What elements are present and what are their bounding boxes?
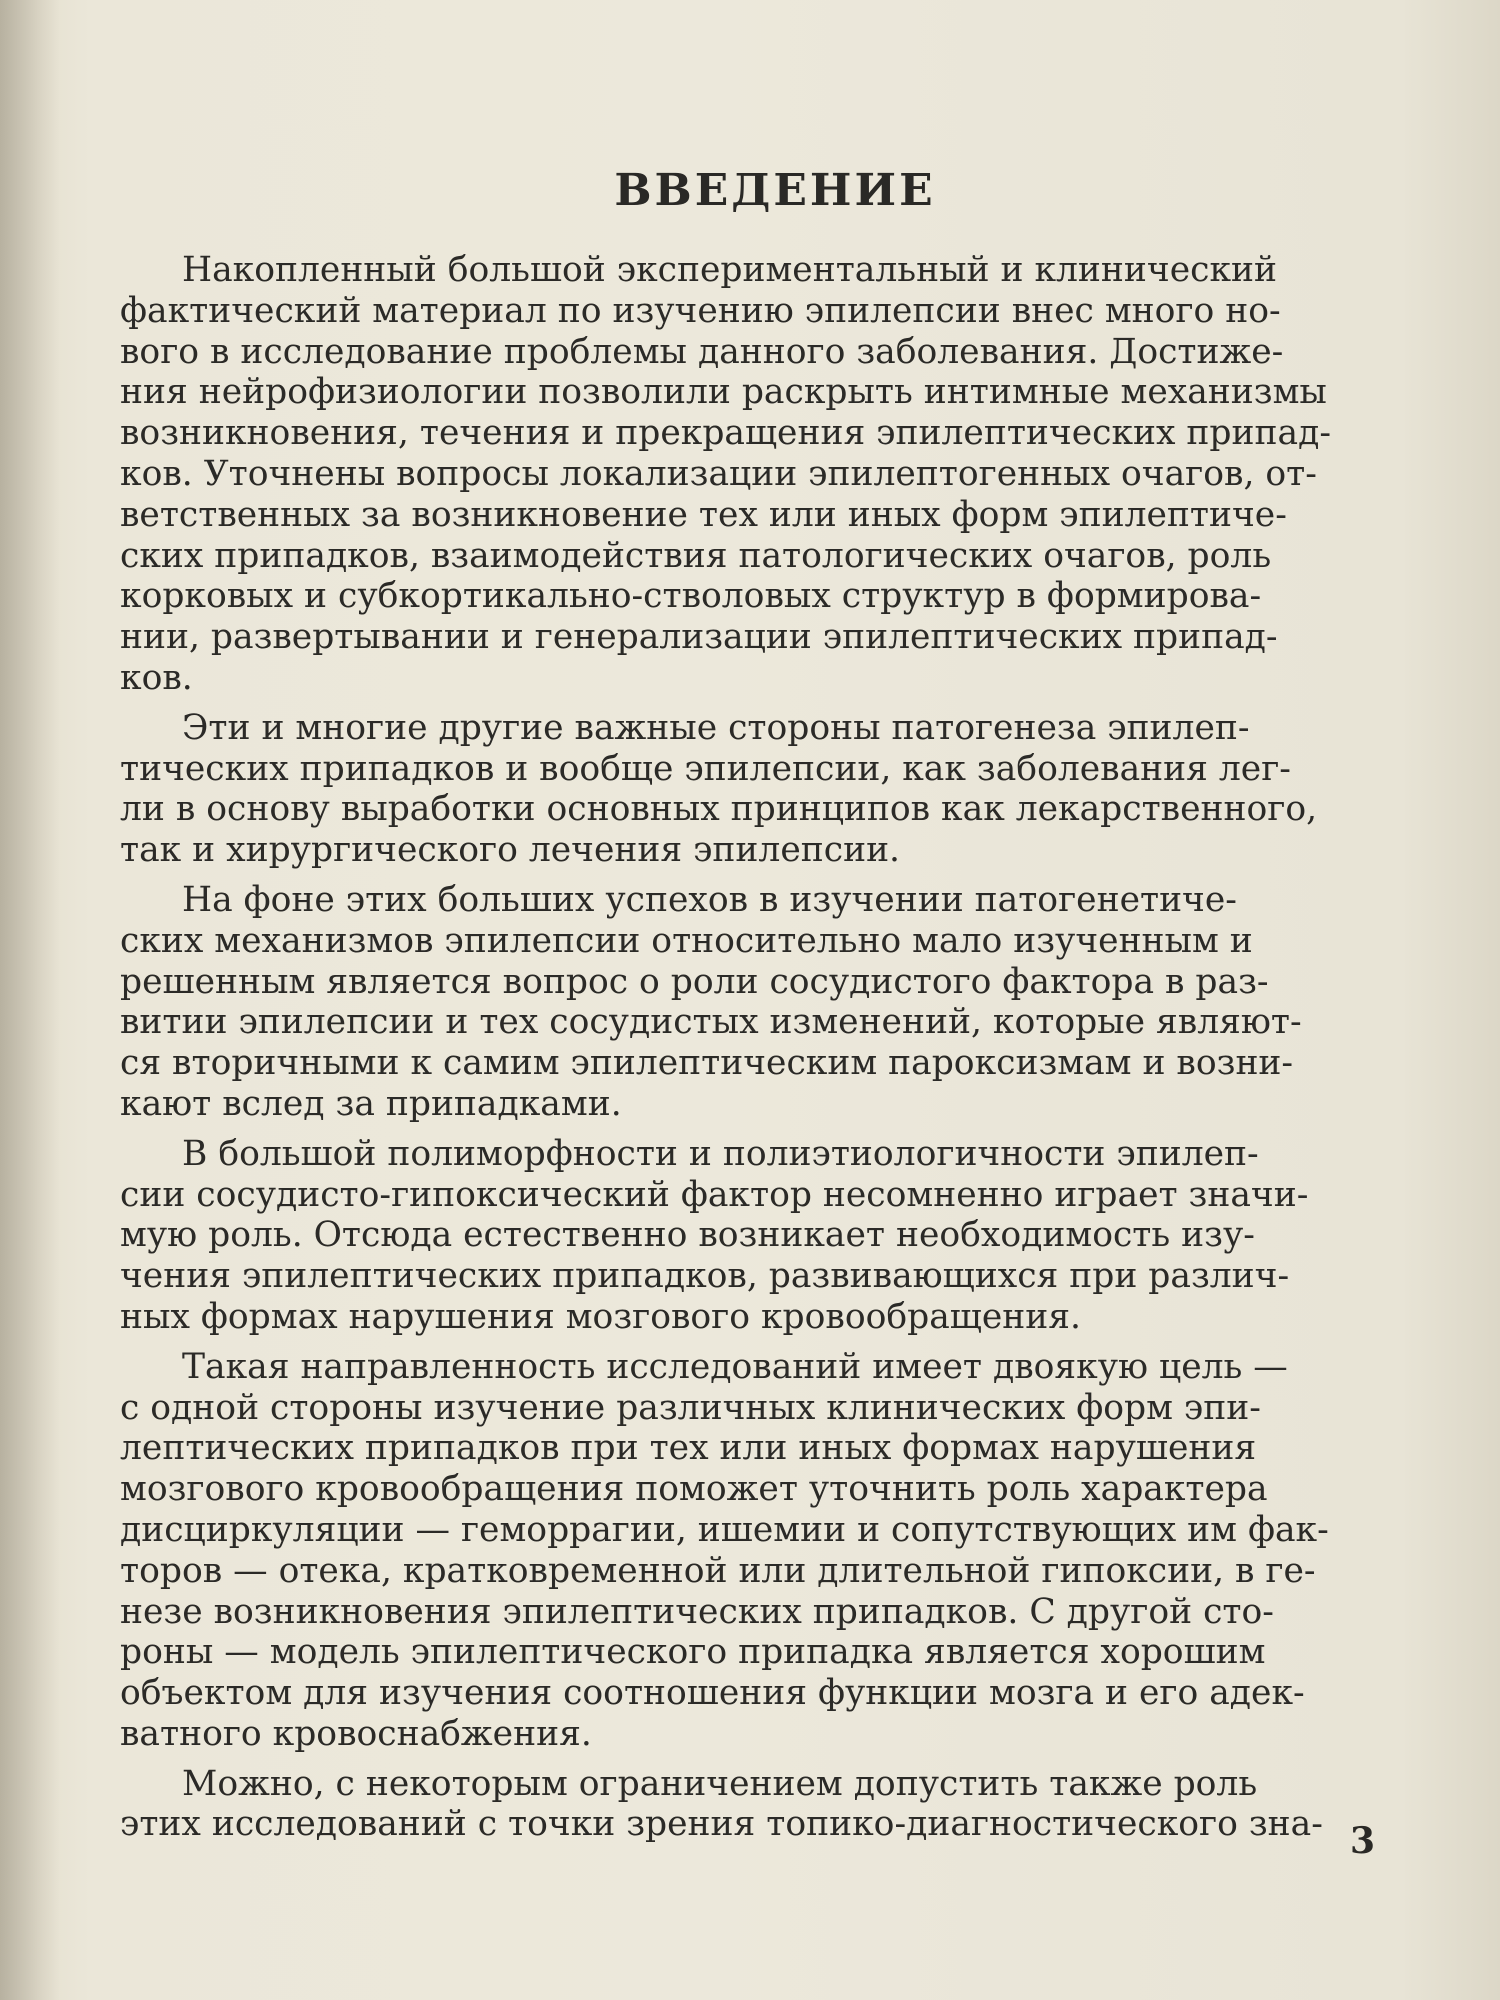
paragraph-2 [120,708,1380,871]
text-line: тических припадков и вообще эпилепсии, как заболевания лег- [120,748,1291,789]
text-line: ских механизмов эпилепсии относительно мало изученным и [120,920,1253,961]
text-line: возникновения, течения и прекращения эпилептических припад- [120,413,1331,454]
text-line: решенным является вопрос о роли сосудистого фактора в раз- [120,961,1269,1002]
text-line: ватного кровоснабжения. [120,1713,592,1754]
text-line: ли в основу выработки основных принципов как лекарственного, [120,789,1318,830]
text-line: роны — модель эпилептического припадка является хорошим [120,1632,1266,1673]
body-text [120,250,1380,1854]
text-line: корковых и субкортикально-стволовых структур в формирова- [120,576,1262,617]
paragraph-6 [120,1764,1380,1846]
text-line: ков. Уточнены вопросы локализации эпилептогенных очагов, от- [120,453,1317,494]
text-line: нии, развертывании и генерализации эпилептических припад- [120,617,1278,658]
text-line: дисциркуляции — геморрагии, ишемии и сопутствующих им фак- [120,1509,1329,1550]
paragraph-5 [120,1347,1380,1755]
page-title: ВВЕДЕНИЕ [614,165,936,216]
text-line: незе возникновения эпилептических припадков. С другой сто- [120,1591,1274,1632]
page-number: 3 [1350,1820,1376,1862]
text-line: Можно, с некоторым ограничением допустить также роль [182,1763,1258,1804]
text-line: ветственных за возникновение тех или иных форм эпилептиче- [120,494,1287,535]
text-line: мозгового кровообращения поможет уточнить роль характера [120,1469,1268,1510]
text-line: вого в исследование проблемы данного заболевания. Достиже- [120,331,1284,372]
text-line: лептических припадков при тех или иных формах нарушения [120,1428,1257,1469]
text-line: торов — отека, кратковременной или длительной гипоксии, в ге- [120,1550,1316,1591]
text-line: сии сосудисто-гипоксический фактор несомненно играет значи- [120,1174,1309,1215]
text-line: витии эпилепсии и тех сосудистых изменений, которые являют- [120,1002,1302,1043]
text-line: так и хирургического лечения эпилепсии. [120,830,901,871]
text-line: с одной стороны изучение различных клинических форм эпи- [120,1387,1261,1428]
text-line: ния нейрофизиологии позволили раскрыть интимные механизмы [120,372,1327,413]
text-line: Эти и многие другие важные стороны патогенеза эпилеп- [182,707,1250,748]
text-line: ся вторичными к самим эпилептическим пароксизмам и возни- [120,1043,1294,1084]
book-page [120,140,1376,1970]
paragraph-3 [120,880,1380,1125]
text-line: объектом для изучения соотношения функции мозга и его адек- [120,1673,1305,1714]
paragraph-4 [120,1134,1380,1338]
text-line: кают вслед за припадками. [120,1083,622,1124]
text-line: этих исследований с точки зрения топико-диагностического зна- [120,1804,1323,1845]
text-line: фактический материал по изучению эпилепсии внес много но- [120,290,1281,331]
text-line: мую роль. Отсюда естественно возникает необходимость изу- [120,1215,1255,1256]
text-line: В большой полиморфности и полиэтиологичности эпилеп- [182,1133,1259,1174]
text-line: ских припадков, взаимодействия патологических очагов, роль [120,535,1272,576]
text-line: Такая направленность исследований имеет двоякую цель — [182,1346,1288,1387]
text-line: чения эпилептических припадков, развивающихся при различ- [120,1256,1290,1297]
text-line: Накопленный большой экспериментальный и клинический [182,250,1278,290]
book-spine-shadow [0,0,60,2000]
text-line: ков. [120,657,193,698]
text-line: На фоне этих больших успехов в изучении патогенетиче- [182,879,1237,920]
paragraph-1 [120,250,1380,699]
text-line: ных формах нарушения мозгового кровообращения. [120,1296,1082,1337]
